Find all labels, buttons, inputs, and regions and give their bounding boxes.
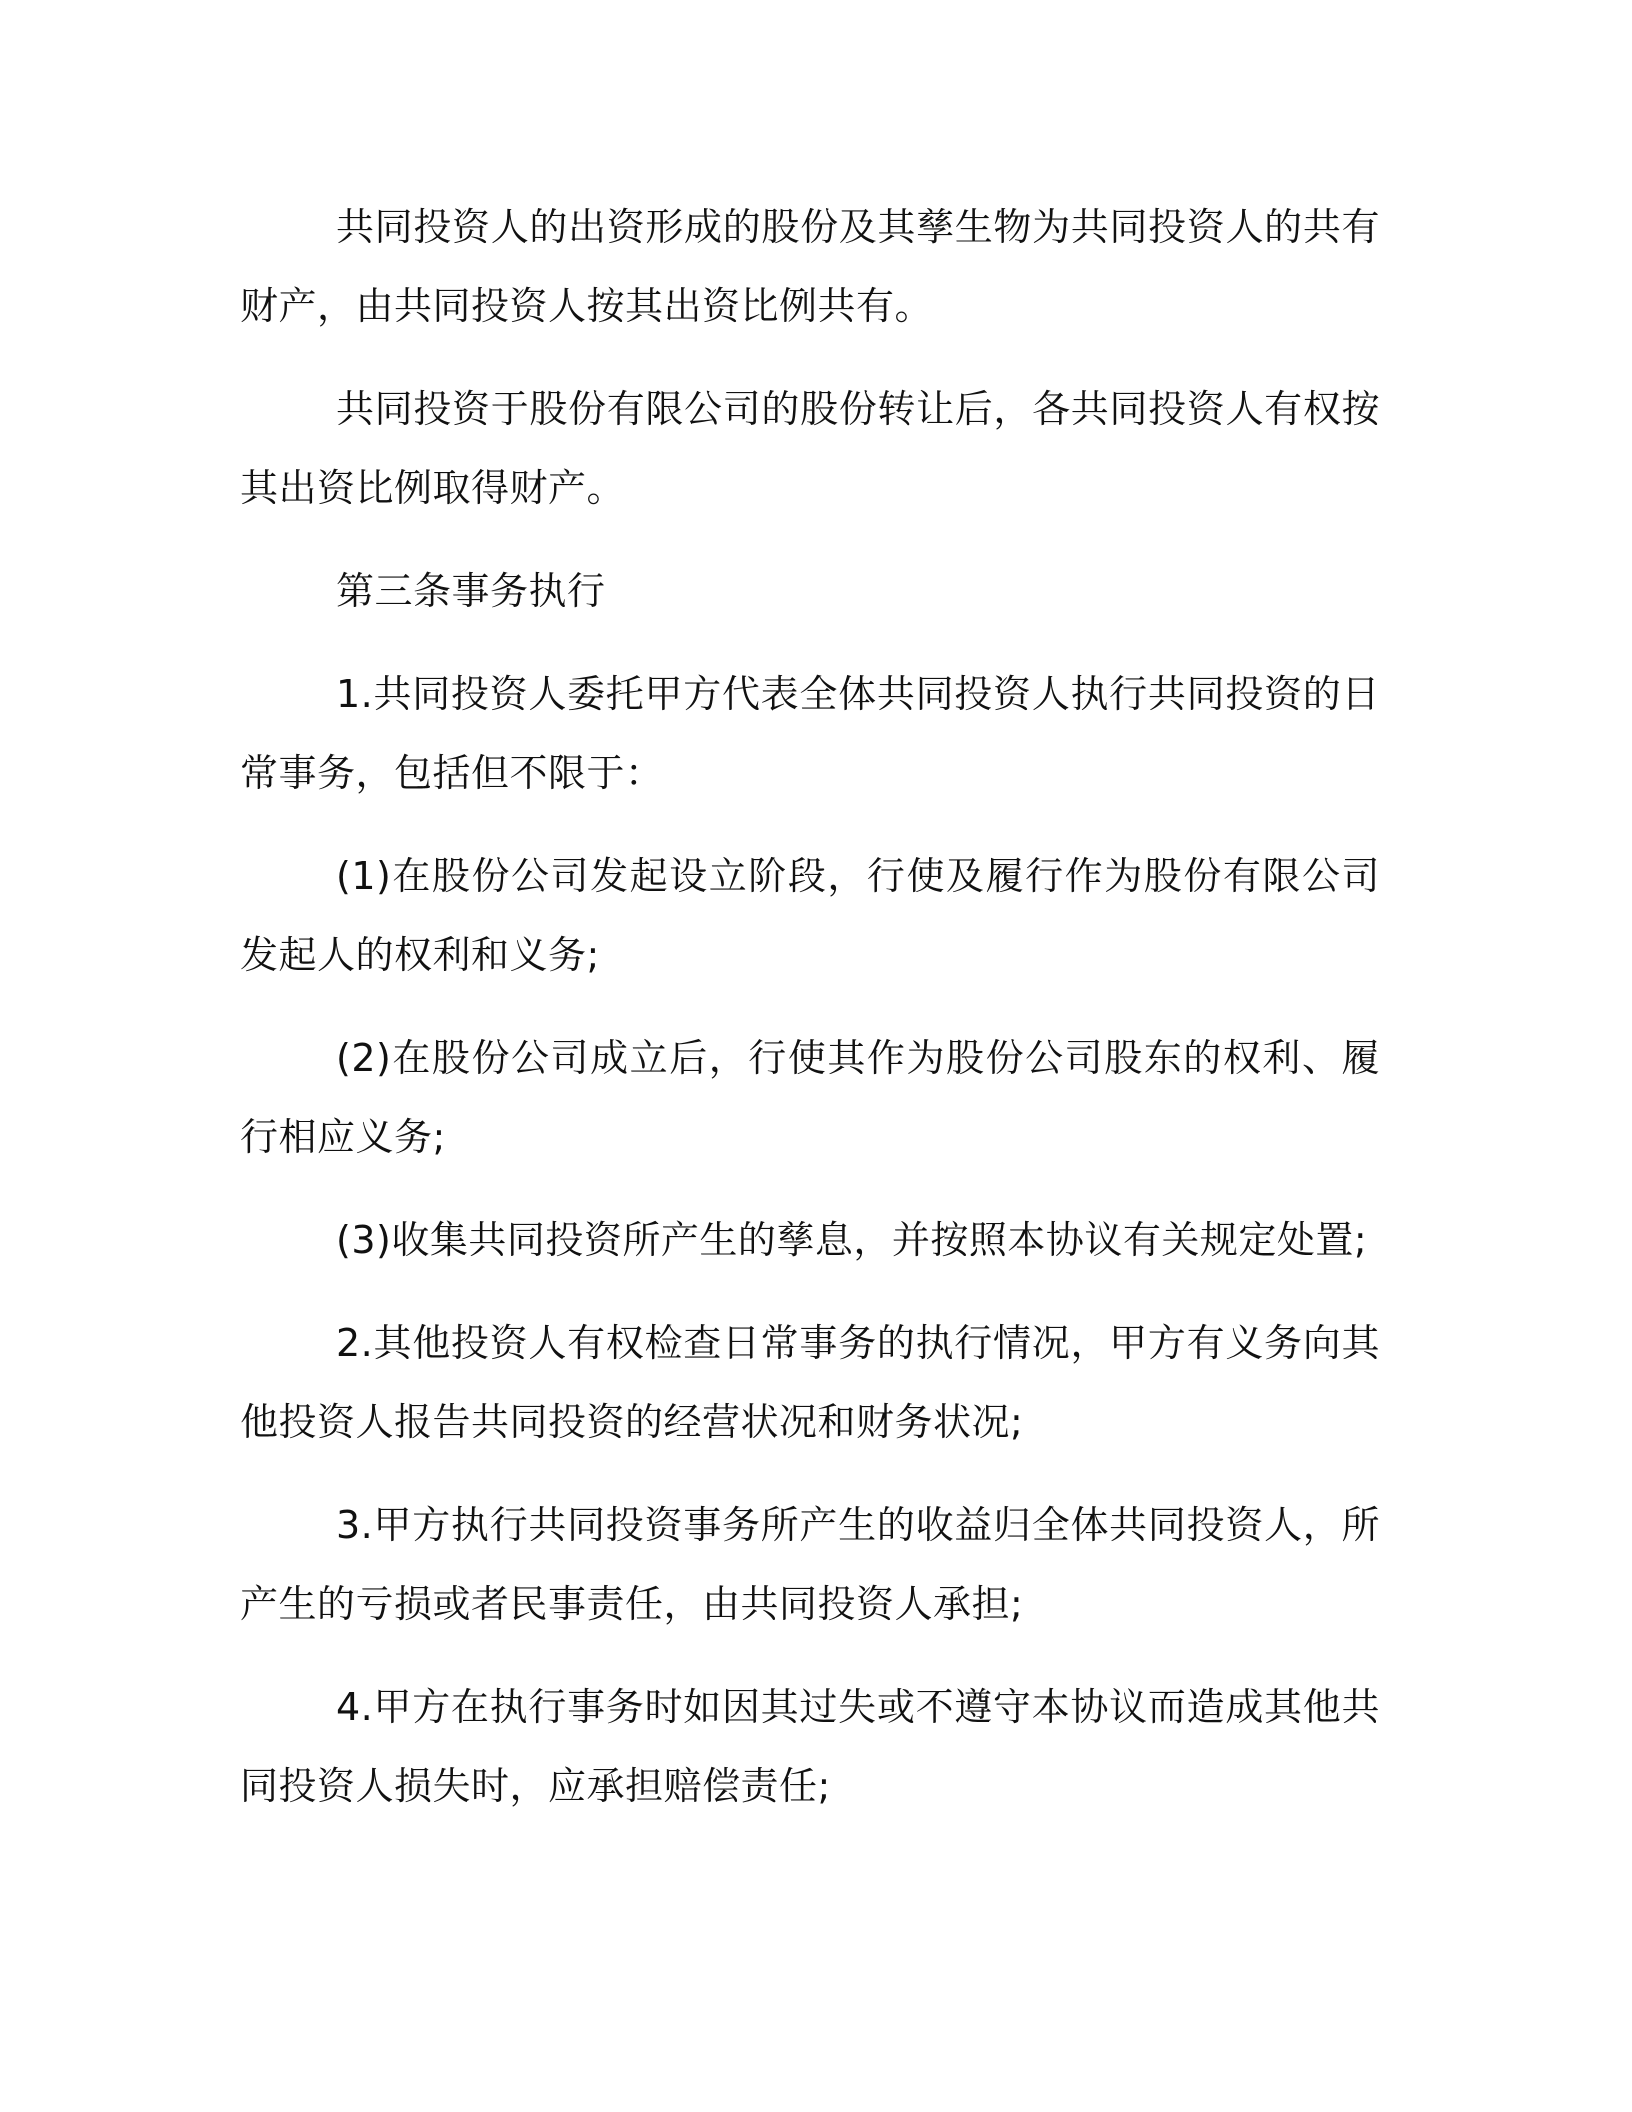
paragraph-item-1: (1)在股份公司发起设立阶段，行使及履行作为股份有限公司发起人的权利和义务; — [240, 854, 1380, 977]
paragraph-clause-3: 3.甲方执行共同投资事务所产生的收益归全体共同投资人，所产生的亏损或者民事责任，由共同投资人承担; — [240, 1503, 1380, 1626]
paragraph-clause-1: 1.共同投资人委托甲方代表全体共同投资人执行共同投资的日常事务，包括但不限于： — [240, 672, 1380, 795]
paragraph-item-2: (2)在股份公司成立后，行使其作为股份公司股东的权利、履行相应义务; — [240, 1036, 1380, 1159]
paragraph-joint-property: 共同投资人的出资形成的股份及其孳生物为共同投资人的共有财产，由共同投资人按其出资比例共有。 — [240, 205, 1380, 328]
paragraph-clause-2: 2.其他投资人有权检查日常事务的执行情况，甲方有义务向其他投资人报告共同投资的经营状况和财务状况; — [240, 1321, 1380, 1444]
paragraph-clause-4: 4.甲方在执行事务时如因其过失或不遵守本协议而造成其他共同投资人损失时，应承担赔偿责任; — [240, 1685, 1380, 1808]
document-body — [240, 188, 1380, 1850]
paragraph-item-3: (3)收集共同投资所产生的孳息，并按照本协议有关规定处置; — [336, 1218, 1368, 1262]
article-heading: 第三条事务执行 — [336, 569, 606, 613]
paragraph-share-transfer: 共同投资于股份有限公司的股份转让后，各共同投资人有权按其出资比例取得财产。 — [240, 387, 1380, 510]
